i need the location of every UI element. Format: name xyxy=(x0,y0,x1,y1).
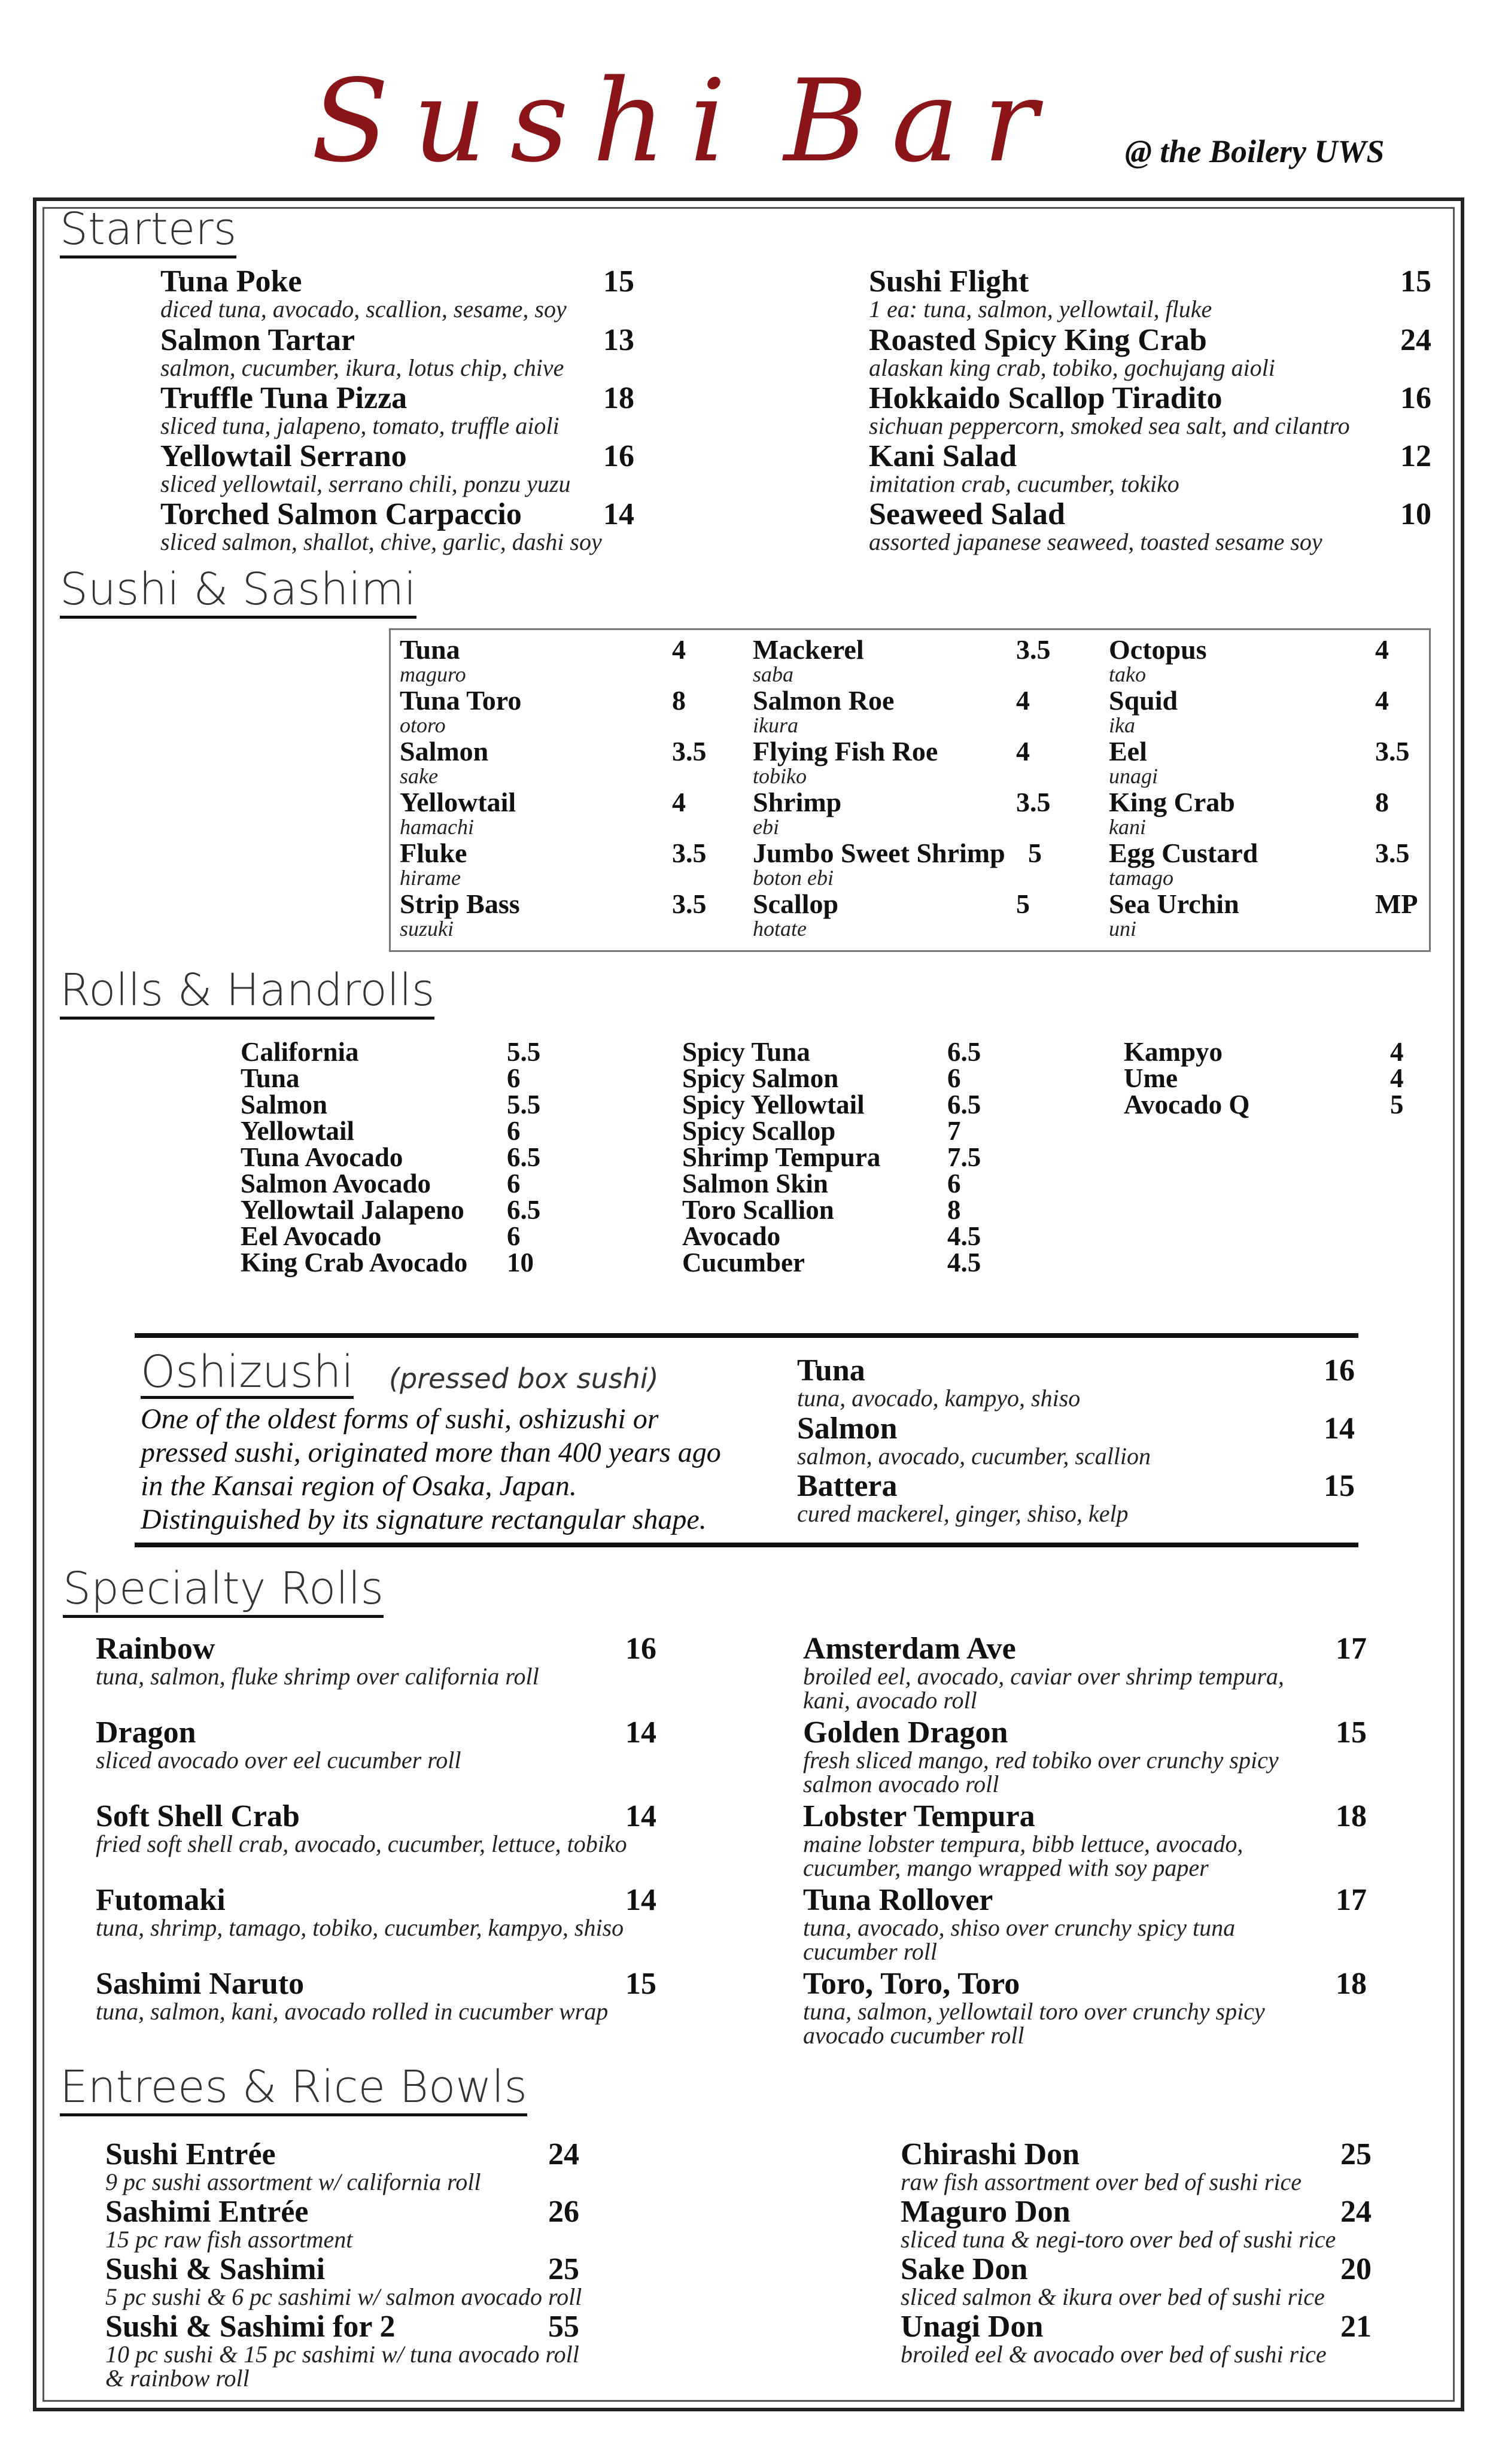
item-price: 3.5 xyxy=(1375,736,1410,766)
item-desc: kani, avocado roll xyxy=(803,1687,977,1714)
oshizushi-bottom-rule xyxy=(135,1543,1358,1547)
item-price: 25 xyxy=(548,2252,579,2286)
item-desc: maguro xyxy=(400,662,466,686)
item-name: King Crab Avocado xyxy=(241,1248,468,1277)
item-name: Spicy Tuna xyxy=(682,1037,810,1067)
item-price: 16 xyxy=(603,439,634,473)
roll-item xyxy=(682,1116,961,1146)
item-desc: sliced tuna, jalapeno, tomato, truffle aioli xyxy=(160,412,560,439)
item-price: 6 xyxy=(507,1116,521,1146)
section-title-rolls: Rolls & Handrolls xyxy=(60,968,434,1020)
item-price: 14 xyxy=(1324,1412,1355,1446)
item-price: 8 xyxy=(1375,787,1389,817)
roll-item xyxy=(241,1248,534,1277)
item-desc: fresh sliced mango, red tobiko over crunchy spicy xyxy=(803,1747,1279,1774)
item-name: Yellowtail Jalapeno xyxy=(241,1195,464,1225)
item-desc: ikura xyxy=(753,713,798,737)
item-name: Tuna Toro xyxy=(400,685,522,716)
roll-item xyxy=(241,1037,541,1067)
item-name: Spicy Salmon xyxy=(682,1063,839,1093)
item-price: 3.5 xyxy=(672,889,707,919)
menu-item xyxy=(901,2139,1379,2194)
title-sushi: Sushi xyxy=(311,55,750,187)
item-desc: tuna, avocado, shiso over crunchy spicy tuna xyxy=(803,1914,1236,1941)
roll-item xyxy=(682,1169,961,1198)
item-name: Futomaki xyxy=(96,1883,226,1917)
item-price: 14 xyxy=(603,497,634,531)
item-name: Cucumber xyxy=(682,1248,805,1277)
roll-item xyxy=(1124,1037,1404,1067)
item-desc: cucumber, mango wrapped with soy paper xyxy=(803,1854,1209,1881)
item-price: 4 xyxy=(672,787,686,817)
item-name: Toro, Toro, Toro xyxy=(803,1967,1020,2001)
item-desc: tuna, shrimp, tamago, tobiko, cucumber, kampyo, shiso xyxy=(96,1914,624,1941)
item-desc: salmon, cucumber, ikura, lotus chip, chive xyxy=(160,354,564,381)
item-price: 13 xyxy=(603,323,634,357)
item-name: Sake Don xyxy=(901,2252,1028,2286)
item-desc: 15 pc raw fish assortment xyxy=(105,2226,353,2253)
item-name: Tuna Poke xyxy=(160,264,302,299)
menu-item xyxy=(160,441,639,496)
roll-item xyxy=(241,1195,541,1225)
item-name: Lobster Tempura xyxy=(803,1799,1035,1833)
roll-item xyxy=(682,1248,981,1277)
item-desc: maine lobster tempura, bibb lettuce, avocado, xyxy=(803,1830,1243,1857)
item-name: Truffle Tuna Pizza xyxy=(160,381,408,415)
menu-item xyxy=(901,2311,1379,2366)
item-name: Dragon xyxy=(96,1715,196,1750)
item-price: 20 xyxy=(1340,2252,1372,2286)
item-name: Tuna xyxy=(797,1353,865,1388)
item-price: 6.5 xyxy=(507,1195,541,1225)
sushi-item xyxy=(1109,687,1420,736)
item-name: California xyxy=(241,1037,359,1067)
item-desc: ebi xyxy=(753,815,779,839)
item-price: 18 xyxy=(1336,1967,1367,2001)
menu-item xyxy=(869,266,1431,321)
roll-item xyxy=(682,1090,981,1120)
item-price: 12 xyxy=(1400,439,1431,473)
item-price: 6 xyxy=(947,1063,961,1093)
roll-item xyxy=(1124,1090,1404,1120)
item-price: 17 xyxy=(1336,1883,1367,1917)
item-name: Mackerel xyxy=(753,634,864,665)
item-name: Tuna Avocado xyxy=(241,1142,403,1172)
menu-item xyxy=(869,383,1431,438)
item-name: Sashimi Entrée xyxy=(105,2195,309,2229)
section-title-sushi-sashimi: Sushi & Sashimi xyxy=(60,567,416,619)
item-price: 4 xyxy=(1390,1037,1404,1067)
menu-item xyxy=(160,383,639,438)
item-name: Salmon Avocado xyxy=(241,1169,431,1198)
item-name: Yellowtail Serrano xyxy=(160,439,407,473)
menu-item xyxy=(96,1801,658,1856)
roll-item xyxy=(682,1063,961,1093)
item-price: 3.5 xyxy=(672,736,707,766)
roll-item xyxy=(241,1090,541,1120)
item-name: Strip Bass xyxy=(400,889,520,919)
item-price: 6 xyxy=(507,1169,521,1198)
menu-item xyxy=(96,1885,658,1940)
item-price: 5 xyxy=(1028,838,1042,868)
menu-item xyxy=(96,1633,658,1689)
item-price: 26 xyxy=(548,2195,579,2229)
oshizushi-description: One of the oldest forms of sushi, oshizushi or pressed sushi, originated more than 400 years ago in the Kansai region of Osaka, Japan. Distinguished by its signature rectangular shape. xyxy=(141,1403,721,1535)
roll-item xyxy=(241,1116,521,1146)
item-desc: fried soft shell crab, avocado, cucumber, lettuce, tobiko xyxy=(96,1830,627,1857)
item-name: Maguro Don xyxy=(901,2195,1071,2229)
menu-item xyxy=(803,1717,1372,1796)
menu-item xyxy=(901,2197,1379,2252)
item-price: 14 xyxy=(625,1715,656,1750)
sushi-sashimi-table xyxy=(389,628,1431,952)
roll-item xyxy=(1124,1063,1404,1093)
item-name: Sushi Entrée xyxy=(105,2137,276,2171)
item-desc: tuna, salmon, kani, avocado rolled in cucumber wrap xyxy=(96,1998,609,2025)
item-price: 3.5 xyxy=(1016,787,1051,817)
item-price: 8 xyxy=(672,685,686,716)
item-price: 5 xyxy=(1390,1090,1404,1120)
item-price: 21 xyxy=(1340,2310,1372,2344)
item-desc: saba xyxy=(753,662,794,686)
item-price: 14 xyxy=(625,1883,656,1917)
item-desc: tuna, salmon, fluke shrimp over california roll xyxy=(96,1663,539,1690)
item-desc: hamachi xyxy=(400,815,474,839)
item-price: 5.5 xyxy=(507,1090,541,1120)
menu-item xyxy=(160,266,639,321)
item-price: 18 xyxy=(603,381,634,415)
item-desc: tobiko xyxy=(753,764,807,788)
oshizushi-top-rule xyxy=(135,1333,1358,1338)
item-desc: avocado cucumber roll xyxy=(803,2022,1024,2049)
item-price: 7 xyxy=(947,1116,961,1146)
item-desc: 5 pc sushi & 6 pc sashimi w/ salmon avocado roll xyxy=(105,2283,582,2310)
item-name: Salmon xyxy=(241,1090,328,1120)
item-name: Golden Dragon xyxy=(803,1715,1008,1750)
item-desc: sake xyxy=(400,764,438,788)
section-title-starters: Starters xyxy=(60,206,236,258)
item-name: Sushi & Sashimi for 2 xyxy=(105,2310,396,2344)
item-desc: sliced avocado over eel cucumber roll xyxy=(96,1747,461,1774)
roll-item xyxy=(241,1142,541,1172)
sushi-item xyxy=(753,687,1064,736)
roll-item xyxy=(241,1169,521,1198)
menu-item xyxy=(901,2254,1379,2309)
item-desc: sichuan peppercorn, smoked sea salt, and cilantro xyxy=(869,412,1350,439)
item-price: 6 xyxy=(507,1221,521,1251)
item-desc: 1 ea: tuna, salmon, yellowtail, fluke xyxy=(869,296,1212,323)
item-name: Amsterdam Ave xyxy=(803,1632,1016,1666)
sushi-item xyxy=(400,889,707,941)
item-name: Egg Custard xyxy=(1109,838,1258,868)
item-price: 7.5 xyxy=(947,1142,981,1172)
item-desc: otoro xyxy=(400,713,446,737)
item-name: Salmon Tartar xyxy=(160,323,355,357)
item-name: Roasted Spicy King Crab xyxy=(869,323,1207,357)
item-price: 15 xyxy=(1324,1469,1355,1503)
item-price: 15 xyxy=(1336,1715,1367,1750)
item-name: Eel Avocado xyxy=(241,1221,382,1251)
menu-item xyxy=(96,1717,658,1772)
restaurant-subtitle: @ the Boilery UWS xyxy=(1125,133,1385,169)
item-desc: unagi xyxy=(1109,764,1159,788)
sushi-item xyxy=(400,838,707,890)
item-price: 8 xyxy=(947,1195,961,1225)
item-price: 16 xyxy=(1400,381,1431,415)
item-name: Kampyo xyxy=(1124,1037,1223,1067)
item-price: 6 xyxy=(947,1169,961,1198)
item-price: 4 xyxy=(1016,685,1030,716)
sushi-item xyxy=(400,636,699,685)
sushi-item xyxy=(753,738,1064,787)
item-desc: uni xyxy=(1109,917,1137,941)
sushi-item xyxy=(753,789,1064,838)
item-price: 14 xyxy=(625,1799,656,1833)
sushi-item xyxy=(1109,636,1420,685)
item-price: 4 xyxy=(1390,1063,1404,1093)
item-price: 3.5 xyxy=(1016,634,1051,665)
item-price: 3.5 xyxy=(672,838,707,868)
item-price: 4 xyxy=(1375,634,1389,665)
roll-item xyxy=(682,1142,981,1172)
item-price: 16 xyxy=(625,1632,656,1666)
item-name: Salmon xyxy=(400,736,489,766)
menu-title xyxy=(311,55,750,187)
item-price: 6.5 xyxy=(947,1090,981,1120)
item-price: 5 xyxy=(1016,889,1030,919)
section-title-oshizushi: Oshizushi xyxy=(141,1346,354,1398)
menu-item xyxy=(797,1355,1360,1410)
item-name: Eel xyxy=(1109,736,1147,766)
menu-item xyxy=(105,2139,620,2194)
item-price: 10 xyxy=(1400,497,1431,531)
item-price: 15 xyxy=(603,264,634,299)
sushi-item xyxy=(400,687,699,736)
item-desc: hirame xyxy=(400,866,461,890)
item-name: Shrimp Tempura xyxy=(682,1142,881,1172)
item-name: Rainbow xyxy=(96,1632,215,1666)
item-desc: broiled eel & avocado over bed of sushi rice xyxy=(901,2341,1327,2368)
item-name: Shrimp xyxy=(753,787,842,817)
sushi-item xyxy=(1109,738,1420,787)
item-price: 6.5 xyxy=(947,1037,981,1067)
item-name: Soft Shell Crab xyxy=(96,1799,300,1833)
item-price: 17 xyxy=(1336,1632,1367,1666)
item-price: 24 xyxy=(1400,323,1431,357)
item-price: 4 xyxy=(672,634,686,665)
section-title-specialty: Specialty Rolls xyxy=(63,1566,384,1618)
item-desc: sliced salmon, shallot, chive, garlic, dashi soy xyxy=(160,528,602,555)
item-name: Torched Salmon Carpaccio xyxy=(160,497,522,531)
item-price: 16 xyxy=(1324,1353,1355,1388)
item-name: Avocado Q xyxy=(1124,1090,1250,1120)
roll-item xyxy=(682,1037,981,1067)
item-price: 18 xyxy=(1336,1799,1367,1833)
item-desc: cured mackerel, ginger, shiso, kelp xyxy=(797,1500,1129,1527)
item-name: Sushi & Sashimi xyxy=(105,2252,326,2286)
item-desc: suzuki xyxy=(400,917,454,941)
item-name: Yellowtail xyxy=(400,787,516,817)
item-desc: alaskan king crab, tobiko, gochujang aioli xyxy=(869,354,1275,381)
item-price: 6.5 xyxy=(507,1142,541,1172)
menu-item xyxy=(105,2197,620,2252)
sushi-item xyxy=(400,736,707,788)
item-name: Yellowtail xyxy=(241,1116,354,1146)
item-desc: assorted japanese seaweed, toasted sesame soy xyxy=(869,528,1322,555)
item-price: 24 xyxy=(548,2137,579,2171)
item-name: Jumbo Sweet Shrimp xyxy=(753,838,1005,868)
item-desc: raw fish assortment over bed of sushi rice xyxy=(901,2168,1302,2195)
menu-item xyxy=(105,2254,620,2309)
item-price: 6 xyxy=(507,1063,521,1093)
item-name: Salmon xyxy=(797,1412,898,1446)
menu-item xyxy=(160,499,639,554)
roll-item xyxy=(241,1221,521,1251)
item-name: Salmon Roe xyxy=(753,685,895,716)
menu-item xyxy=(803,1969,1372,2048)
item-name: Seaweed Salad xyxy=(869,497,1065,531)
item-name: Octopus xyxy=(1109,634,1207,665)
item-name: Toro Scallion xyxy=(682,1195,834,1225)
item-desc: diced tuna, avocado, scallion, sesame, soy xyxy=(160,296,567,323)
item-name: Scallop xyxy=(753,889,839,919)
item-desc: tako xyxy=(1109,662,1146,686)
item-name: Hokkaido Scallop Tiradito xyxy=(869,381,1223,415)
item-desc: tamago xyxy=(1109,866,1173,890)
menu-item xyxy=(160,325,639,380)
item-name: Sea Urchin xyxy=(1109,889,1239,919)
menu-item xyxy=(96,1969,658,2024)
item-name: King Crab xyxy=(1109,787,1235,817)
item-price: 4 xyxy=(1016,736,1030,766)
item-price: 10 xyxy=(507,1248,534,1277)
item-name: Ume xyxy=(1124,1063,1178,1093)
item-name: Tuna Rollover xyxy=(803,1883,993,1917)
item-name: Tuna xyxy=(400,634,460,665)
item-price: MP xyxy=(1375,889,1418,919)
section-title-entrees: Entrees & Rice Bowls xyxy=(60,2064,527,2116)
item-desc: 10 pc sushi & 15 pc sashimi w/ tuna avocado roll xyxy=(105,2341,579,2368)
title-bar: Bar xyxy=(784,55,1062,187)
item-desc: broiled eel, avocado, caviar over shrimp tempura, xyxy=(803,1663,1284,1690)
menu-item xyxy=(869,441,1431,496)
item-price: 25 xyxy=(1340,2137,1372,2171)
item-price: 4 xyxy=(1375,685,1389,716)
item-price: 55 xyxy=(548,2310,579,2344)
item-price: 3.5 xyxy=(1375,838,1410,868)
item-desc: sliced tuna & negi-toro over bed of sushi rice xyxy=(901,2226,1336,2253)
roll-item xyxy=(241,1063,521,1093)
item-name: Kani Salad xyxy=(869,439,1017,473)
item-desc: tuna, avocado, kampyo, shiso xyxy=(797,1385,1081,1412)
item-desc: tuna, salmon, yellowtail toro over crunchy spicy xyxy=(803,1998,1265,2025)
item-price: 4.5 xyxy=(947,1248,981,1277)
item-desc: imitation crab, cucumber, tokiko xyxy=(869,470,1179,497)
menu-item xyxy=(803,1633,1372,1712)
sushi-item xyxy=(753,839,1064,889)
item-name: Avocado xyxy=(682,1221,781,1251)
item-name: Sushi Flight xyxy=(869,264,1029,299)
sushi-item xyxy=(1109,789,1420,838)
menu-item xyxy=(869,325,1431,380)
menu-item xyxy=(803,1885,1372,1964)
item-price: 5.5 xyxy=(507,1037,541,1067)
item-price: 15 xyxy=(625,1967,656,2001)
item-desc: kani xyxy=(1109,815,1146,839)
item-desc: hotate xyxy=(753,917,807,941)
item-price: 24 xyxy=(1340,2195,1372,2229)
item-name: Battera xyxy=(797,1469,898,1503)
item-price: 4.5 xyxy=(947,1221,981,1251)
item-desc: & rainbow roll xyxy=(105,2365,250,2392)
item-name: Spicy Scallop xyxy=(682,1116,836,1146)
item-name: Squid xyxy=(1109,685,1178,716)
menu-item xyxy=(797,1413,1360,1468)
item-name: Spicy Yellowtail xyxy=(682,1090,865,1120)
item-name: Salmon Skin xyxy=(682,1169,828,1198)
item-name: Flying Fish Roe xyxy=(753,736,938,766)
sushi-item xyxy=(1109,890,1420,939)
menu-item xyxy=(797,1471,1360,1526)
item-desc: cucumber roll xyxy=(803,1938,938,1965)
item-name: Sashimi Naruto xyxy=(96,1967,305,2001)
sushi-item xyxy=(400,789,699,838)
item-desc: sliced salmon & ikura over bed of sushi rice xyxy=(901,2283,1325,2310)
item-name: Fluke xyxy=(400,838,467,868)
sushi-item xyxy=(753,890,1064,939)
sushi-item xyxy=(1109,839,1420,889)
menu-item xyxy=(869,499,1431,554)
item-desc: boton ebi xyxy=(753,866,834,890)
item-desc: sliced yellowtail, serrano chili, ponzu yuzu xyxy=(160,470,571,497)
roll-item xyxy=(682,1221,981,1251)
item-desc: salmon, avocado, cucumber, scallion xyxy=(797,1443,1151,1470)
roll-item xyxy=(682,1195,961,1225)
item-name: Tuna xyxy=(241,1063,300,1093)
item-name: Chirashi Don xyxy=(901,2137,1080,2171)
oshizushi-subtitle: (pressed box sushi) xyxy=(389,1362,659,1395)
item-name: Unagi Don xyxy=(901,2310,1044,2344)
item-desc: 9 pc sushi assortment w/ california roll xyxy=(105,2168,481,2195)
menu-item xyxy=(105,2311,620,2390)
sushi-item xyxy=(753,636,1064,685)
menu-item xyxy=(803,1801,1372,1880)
item-desc: ika xyxy=(1109,713,1135,737)
item-price: 15 xyxy=(1400,264,1431,299)
item-desc: salmon avocado roll xyxy=(803,1771,999,1797)
